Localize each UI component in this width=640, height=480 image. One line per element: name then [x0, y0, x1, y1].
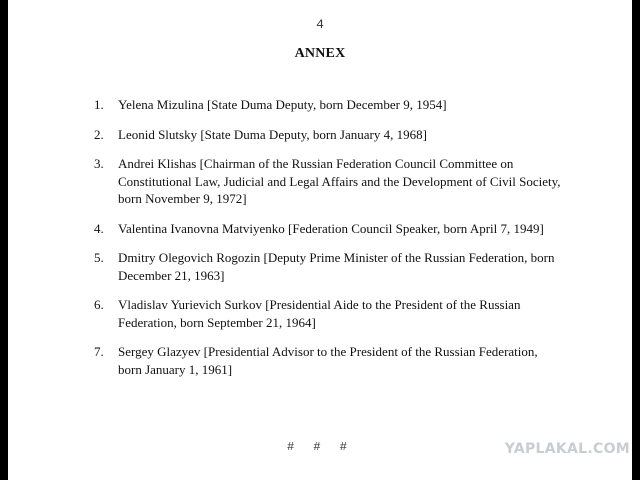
- list-item: [94, 155, 564, 208]
- annex-list: [94, 96, 564, 390]
- item-text: Leonid Slutsky [State Duma Deputy, born January 4, 1968]: [118, 126, 427, 142]
- list-item: [94, 296, 564, 331]
- list-item: [94, 220, 564, 238]
- item-number: 2.: [94, 126, 104, 142]
- list-item: [94, 96, 564, 114]
- item-text: Sergey Glazyev [Presidential Advisor to the President of the Russian Federation, born January 1, 1961]: [118, 344, 538, 377]
- item-number: 1.: [94, 97, 104, 112]
- item-number: 4.: [94, 220, 104, 236]
- page-number: 4: [316, 17, 324, 32]
- list-item: [94, 126, 564, 144]
- item-number: 5.: [94, 250, 104, 265]
- item-text: Andrei Klishas [Chairman of the Russian Federation Council Committee on Constitutional Law, Judicial and Legal Affairs and the Development of Civil Society, born November 9, 1972]: [118, 156, 561, 206]
- item-text: Dmitry Olegovich Rogozin [Deputy Prime Minister of the Russian Federation, born December 21, 1963]: [118, 250, 555, 283]
- end-marks: # # #: [286, 440, 353, 454]
- item-number: 3.: [94, 156, 104, 171]
- document-page: [8, 0, 632, 480]
- item-number: 6.: [94, 297, 104, 312]
- item-text: Yelena Mizulina [State Duma Deputy, born December 9, 1954]: [118, 97, 447, 112]
- site-watermark: YAPLAKAL.COM: [504, 441, 630, 457]
- item-text: Valentina Ivanovna Matviyenko [Federation Council Speaker, born April 7, 1949]: [118, 220, 544, 236]
- list-item: [94, 249, 564, 284]
- item-number: 7.: [94, 344, 104, 359]
- item-text: Vladislav Yurievich Surkov [Presidential Aide to the President of the Russian Federation, born September 21, 1964]: [118, 297, 521, 330]
- annex-heading: ANNEX: [294, 46, 346, 61]
- list-item: [94, 343, 564, 378]
